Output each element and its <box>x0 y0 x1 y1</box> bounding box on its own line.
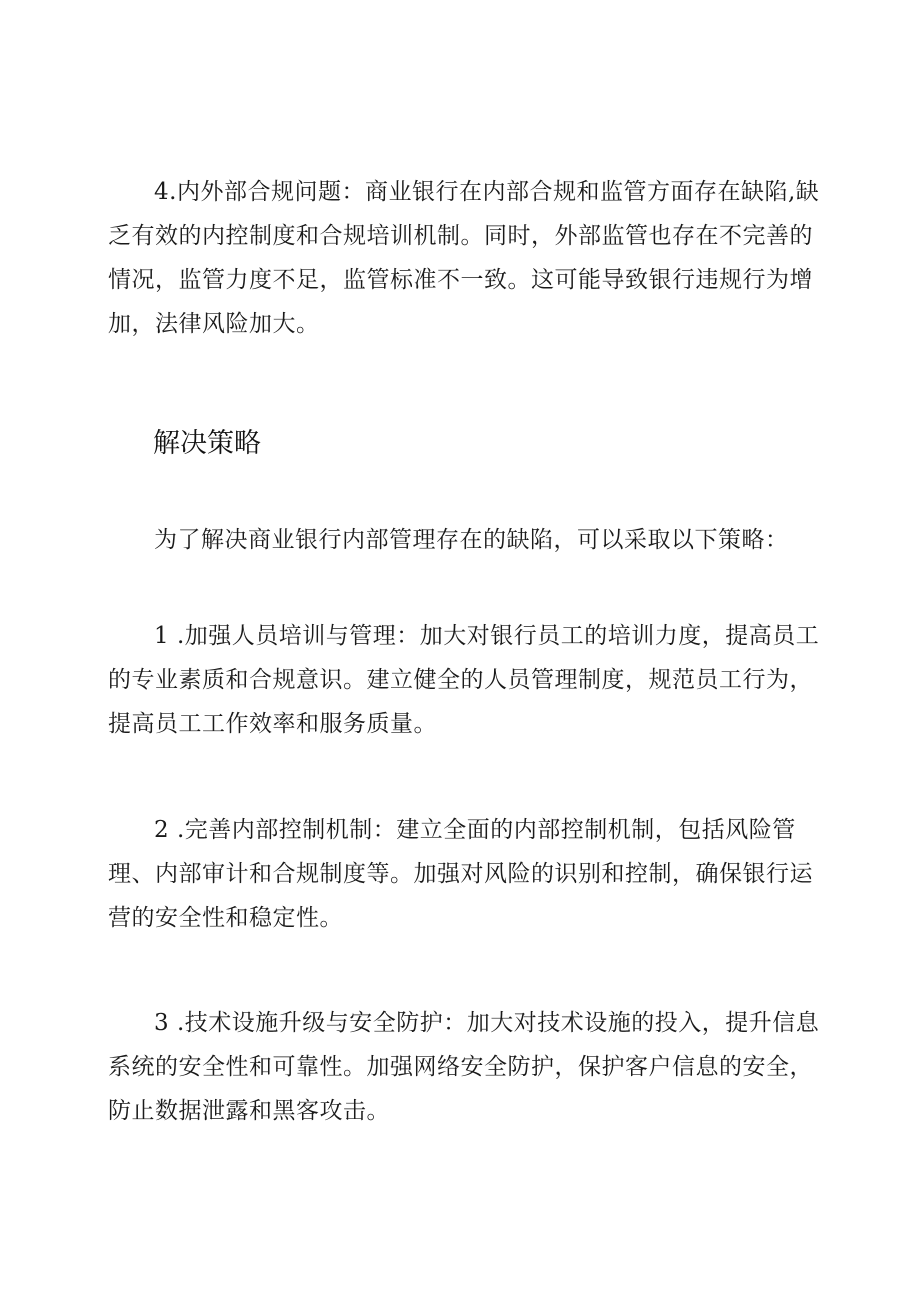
strategy-2-paragraph: 2 .完善内部控制机制：建立全面的内部控制机制，包括风险管理、内部审计和合规制度等。加强对风险的识别和控制，确保银行运营的安全性和稳定性。 <box>108 817 813 931</box>
intro-paragraph: 为了解决商业银行内部管理存在的缺陷，可以采取以下策略： <box>154 527 789 553</box>
section-heading: 解决策略 <box>153 428 261 459</box>
strategy-1-paragraph: 1 .加强人员培训与管理：加大对银行员工的培训力度，提高员工的专业素质和合规意识。建立健全的人员管理制度，规范员工行为，提高员工工作效率和服务质量。 <box>108 623 820 737</box>
strategy-3-paragraph: 3 .技术设施升级与安全防护：加大对技术设施的投入，提升信息系统的安全性和可靠性。加强网络安全防护，保护客户信息的安全，防止数据泄露和黑客攻击。 <box>108 1010 820 1124</box>
issue-4-paragraph: 4.内外部合规问题：商业银行在内部合规和监管方面存在缺陷,缺乏有效的内控制度和合规培训机制。同时，外部监管也存在不完善的情况，监管力度不足，监管标准不一致。这可能导致银行违规行为增加，法律风险加大。 <box>108 179 820 337</box>
